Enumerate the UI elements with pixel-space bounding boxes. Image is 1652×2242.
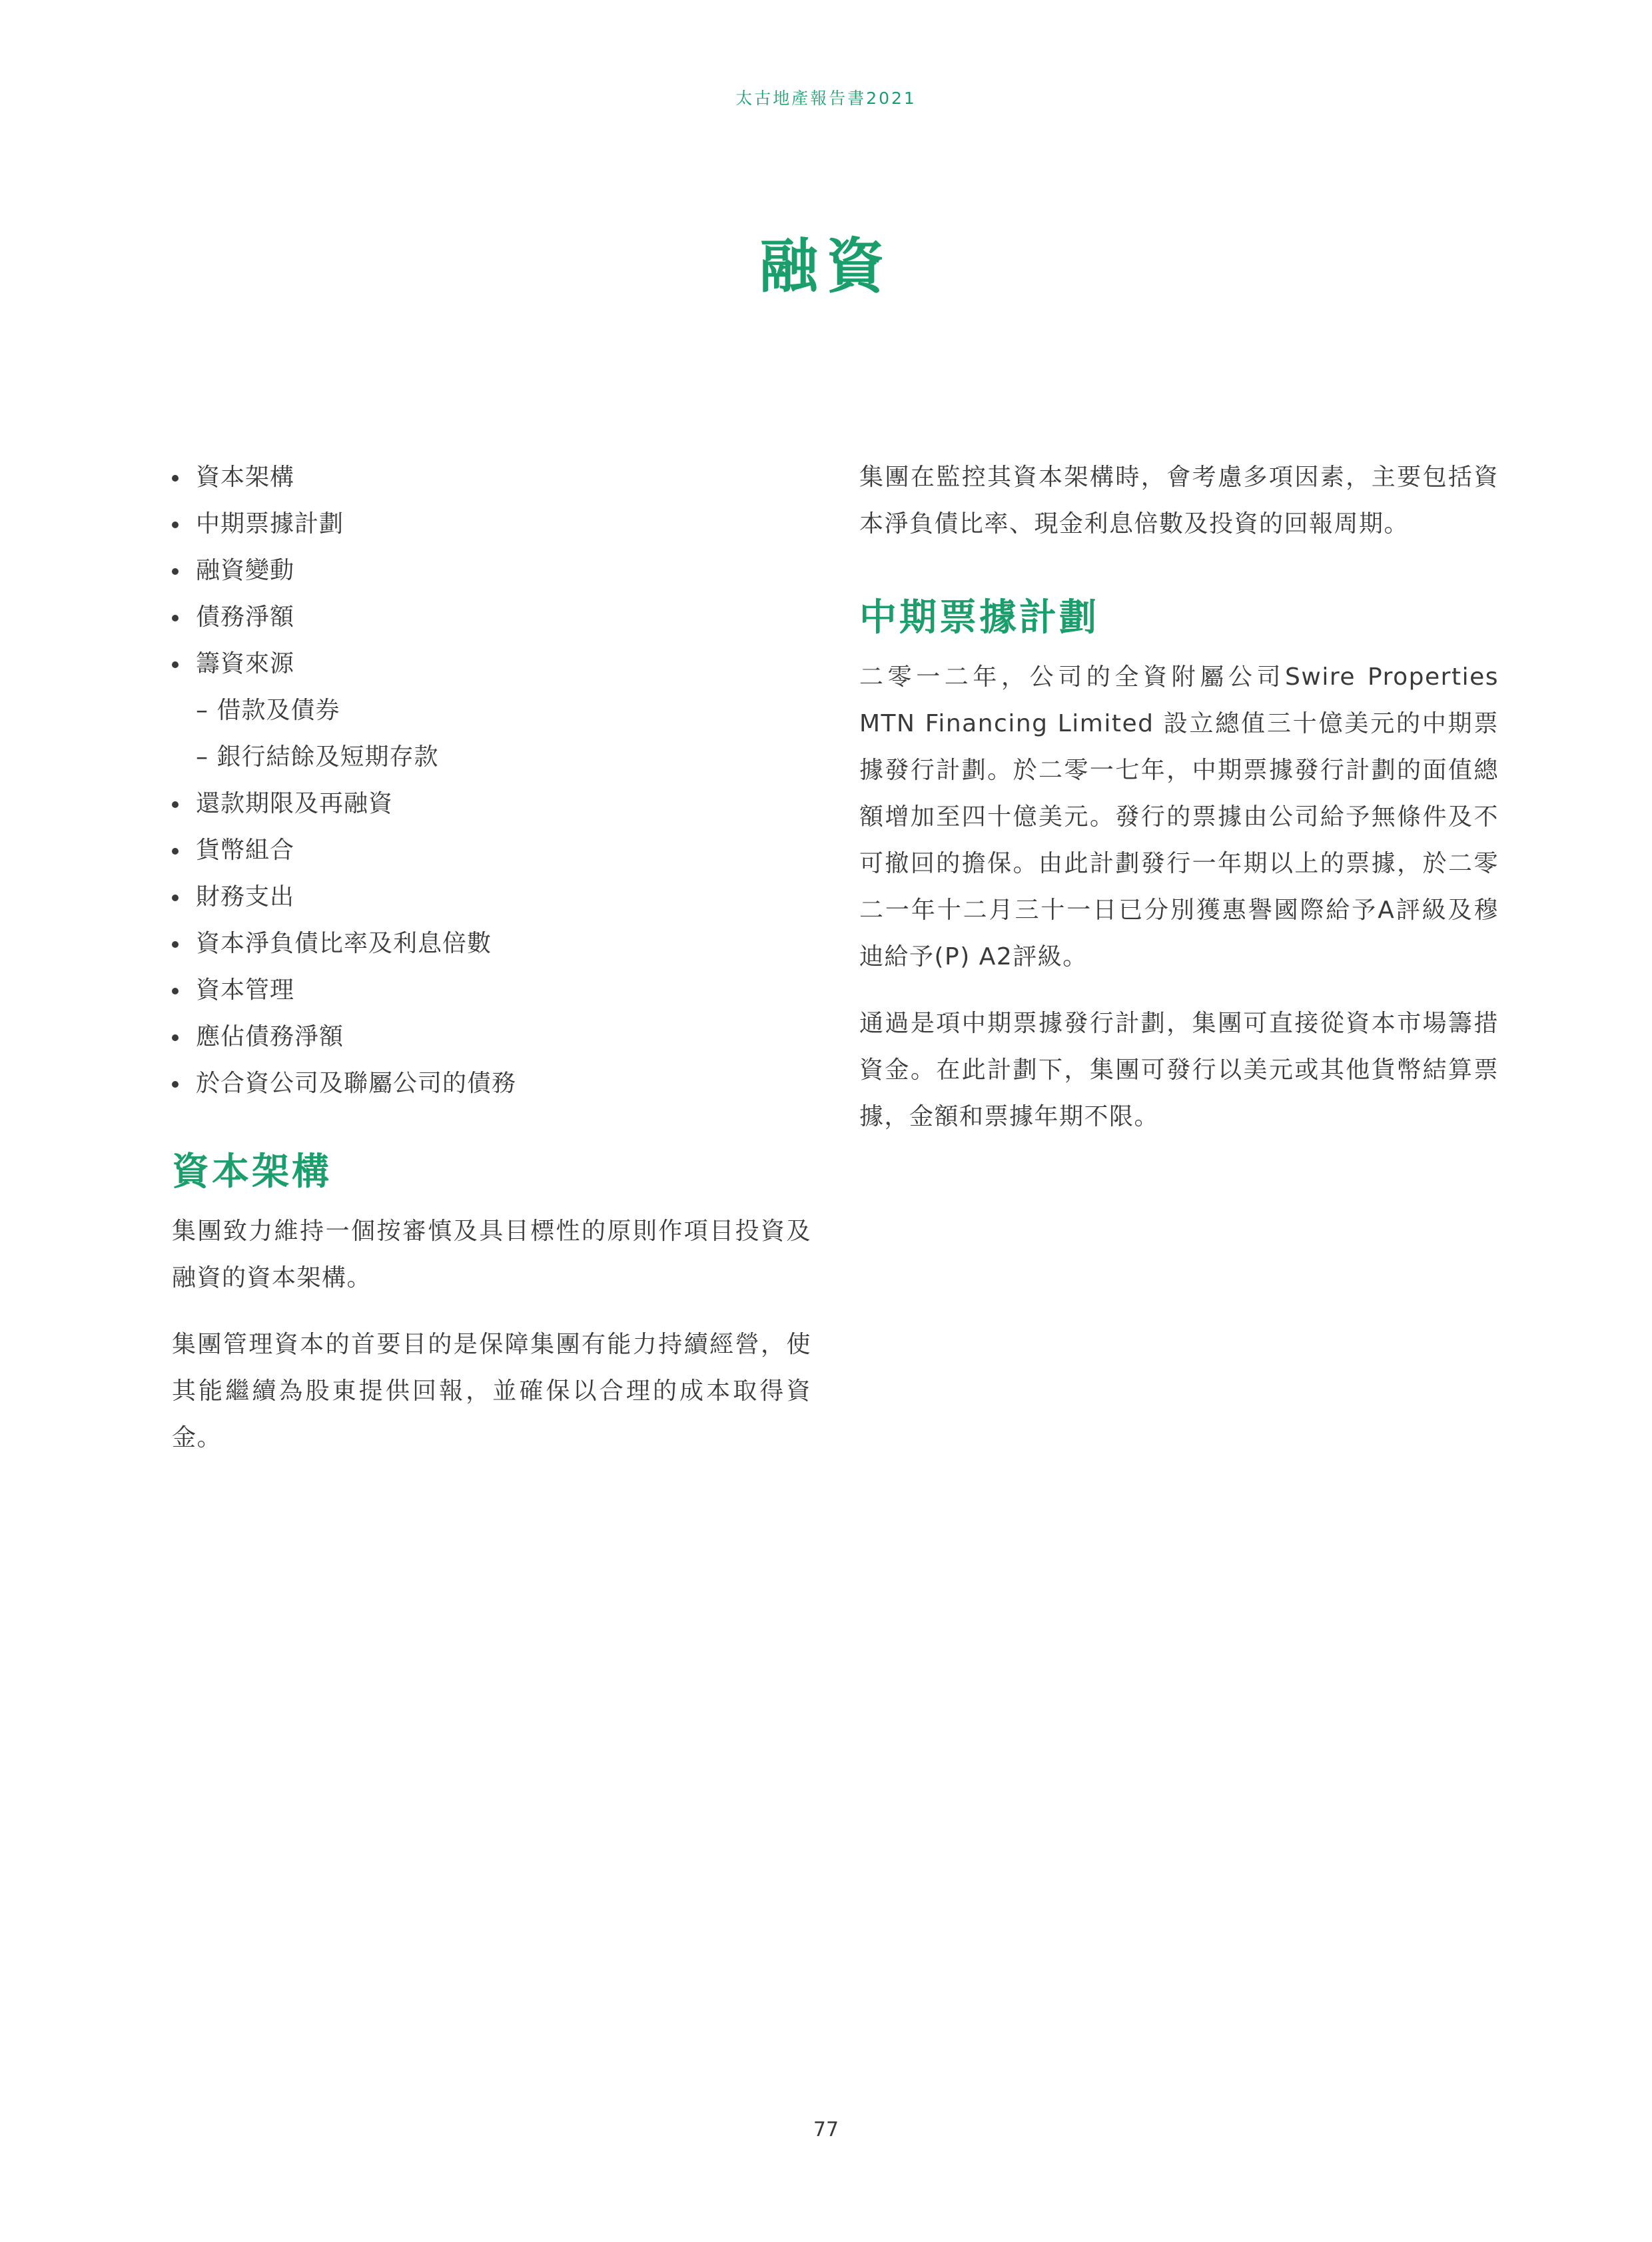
capital-structure-paragraph: 集團致力維持一個按審慎及具目標性的原則作項目投資及融資的資本架構。: [172, 1218, 811, 1292]
toc-subitem[interactable]: – 銀行結餘及短期存款: [196, 743, 439, 771]
page-title: 融資: [759, 232, 893, 300]
toc-subitem[interactable]: – 借款及債券: [196, 697, 340, 724]
mtn-heading: 中期票據計劃: [859, 596, 1099, 639]
capital-structure-heading: 資本架構: [172, 1150, 332, 1194]
toc-item[interactable]: 資本管理: [172, 967, 811, 1014]
page-number: 77: [813, 2118, 839, 2141]
toc-item[interactable]: 融資變動: [172, 548, 811, 594]
mtn-paragraph: 通過是項中期票據發行計劃，集團可直接從資本市場籌措資金。在此計劃下，集團可發行以美元或其他貨幣結算票據，金額和票據年期不限。: [859, 1010, 1499, 1130]
capital-monitoring-paragraph: 集團在監控其資本架構時，會考慮多項因素，主要包括資本淨負債比率、現金利息倍數及投資的回報周期。: [859, 464, 1499, 538]
toc-item[interactable]: 應佔債務淨額: [172, 1014, 811, 1060]
toc-item[interactable]: 於合資公司及聯屬公司的債務: [172, 1060, 811, 1107]
toc-item[interactable]: 資本架構: [172, 454, 811, 501]
left-column: [172, 454, 811, 1461]
running-header: 太古地產報告書2021: [735, 89, 917, 108]
mtn-paragraph: 二零一二年，公司的全資附屬公司Swire Properties MTN Financing Limited 設立總值三十億美元的中期票據發行計劃。於二零一七年，中期票據發行計劃的面值總額增加至四十億美元。發行的票據由公司給予無條件及不可撤回的擔保。由此計劃發行一年期以上的票據，於二零二一年十二月三十一日已分別獲惠譽國際給予A評級及穆迪給予(P) A2評級。: [859, 663, 1499, 970]
toc-item[interactable]: 財務支出: [172, 874, 811, 921]
right-column: [859, 454, 1499, 1140]
table-of-contents: [172, 454, 811, 1107]
capital-structure-paragraph: 集團管理資本的首要目的是保障集團有能力持續經營，使其能繼續為股東提供回報，並確保以合理的成本取得資金。: [172, 1331, 811, 1451]
toc-item[interactable]: 籌資來源: [172, 641, 811, 687]
toc-item[interactable]: 還款期限及再融資: [172, 781, 811, 827]
toc-item[interactable]: 貨幣組合: [172, 827, 811, 874]
toc-item[interactable]: 中期票據計劃: [172, 501, 811, 548]
toc-item[interactable]: 資本淨負債比率及利息倍數: [172, 921, 811, 967]
toc-item[interactable]: 債務淨額: [172, 594, 811, 641]
